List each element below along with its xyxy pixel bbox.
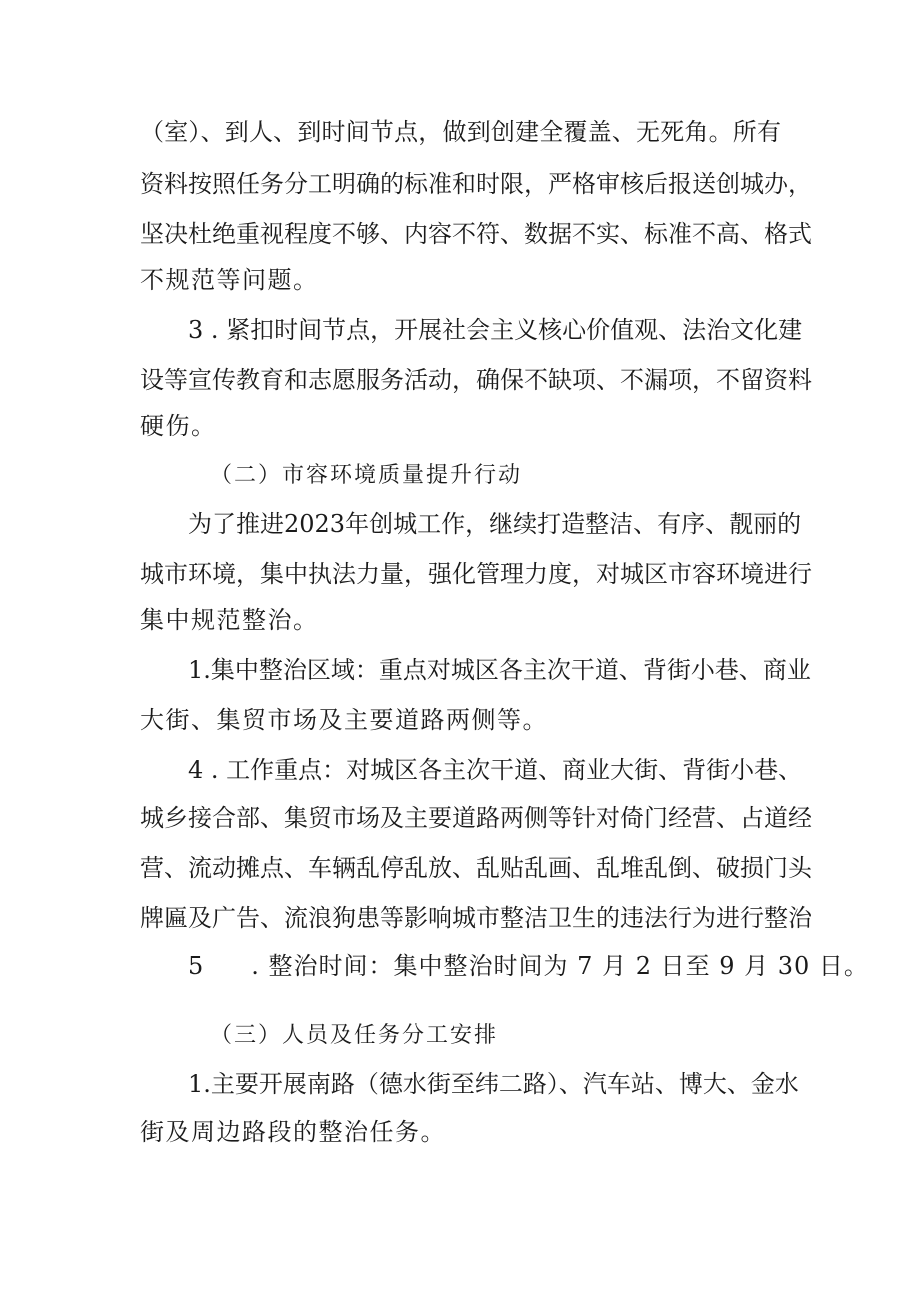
paragraph-line: （室）、到人、到时间节点，做到创建全覆盖、无死角。所有 [140, 118, 781, 146]
paragraph-line: 不规范等问题。 [140, 266, 319, 294]
paragraph-line: 资料按照任务分工明确的标准和时限，严格审核后报送创城办， [140, 170, 812, 198]
section-heading: （三）人员及任务分工安排 [210, 1023, 499, 1048]
list-text: . 整治时间：集中整治时间为 7 月 2 日至 9 月 30 日。 [251, 952, 869, 980]
paragraph-line: 1.集中整治区域：重点对城区各主次干道、背街小巷、商业 [188, 656, 811, 684]
paragraph-line: 营、流动摊点、车辆乱停乱放、乱贴乱画、乱堆乱倒、破损门头 [140, 854, 812, 882]
paragraph-line: 1.主要开展南路（德水街至纬二路）、汽车站、博大、金水 [188, 1070, 799, 1098]
paragraph-line: 街及周边路段的整治任务。 [140, 1118, 446, 1146]
paragraph-line: 4 . 工作重点：对城区各主次干道、商业大街、背街小巷、 [188, 756, 803, 784]
paragraph-line: 为了推进2023年创城工作，继续打造整洁、有序、靓丽的 [188, 510, 802, 538]
paragraph-line: 大街、集贸市场及主要道路两侧等。 [140, 706, 548, 734]
list-number: 5 [188, 952, 204, 980]
paragraph-line [188, 952, 869, 980]
paragraph-line: 坚决杜绝重视程度不够、内容不符、数据不实、标准不高、格式 [140, 220, 812, 248]
paragraph-line: 牌匾及广告、流浪狗患等影响城市整洁卫生的违法行为进行整治 [140, 904, 812, 932]
paragraph-line: 城乡接合部、集贸市场及主要道路两侧等针对倚门经营、占道经 [140, 804, 812, 832]
paragraph-line: 3 . 紧扣时间节点，开展社会主义核心价值观、法治文化建 [188, 316, 803, 344]
paragraph-line: 集中规范整治。 [140, 606, 319, 634]
paragraph-line: 硬伤。 [140, 412, 217, 440]
section-heading: （二）市容环境质量提升行动 [210, 463, 523, 488]
paragraph-line: 设等宣传教育和志愿服务活动，确保不缺项、不漏项，不留资料 [140, 366, 812, 394]
paragraph-line: 城市环境，集中执法力量，强化管理力度，对城区市容环境进行 [140, 560, 812, 588]
